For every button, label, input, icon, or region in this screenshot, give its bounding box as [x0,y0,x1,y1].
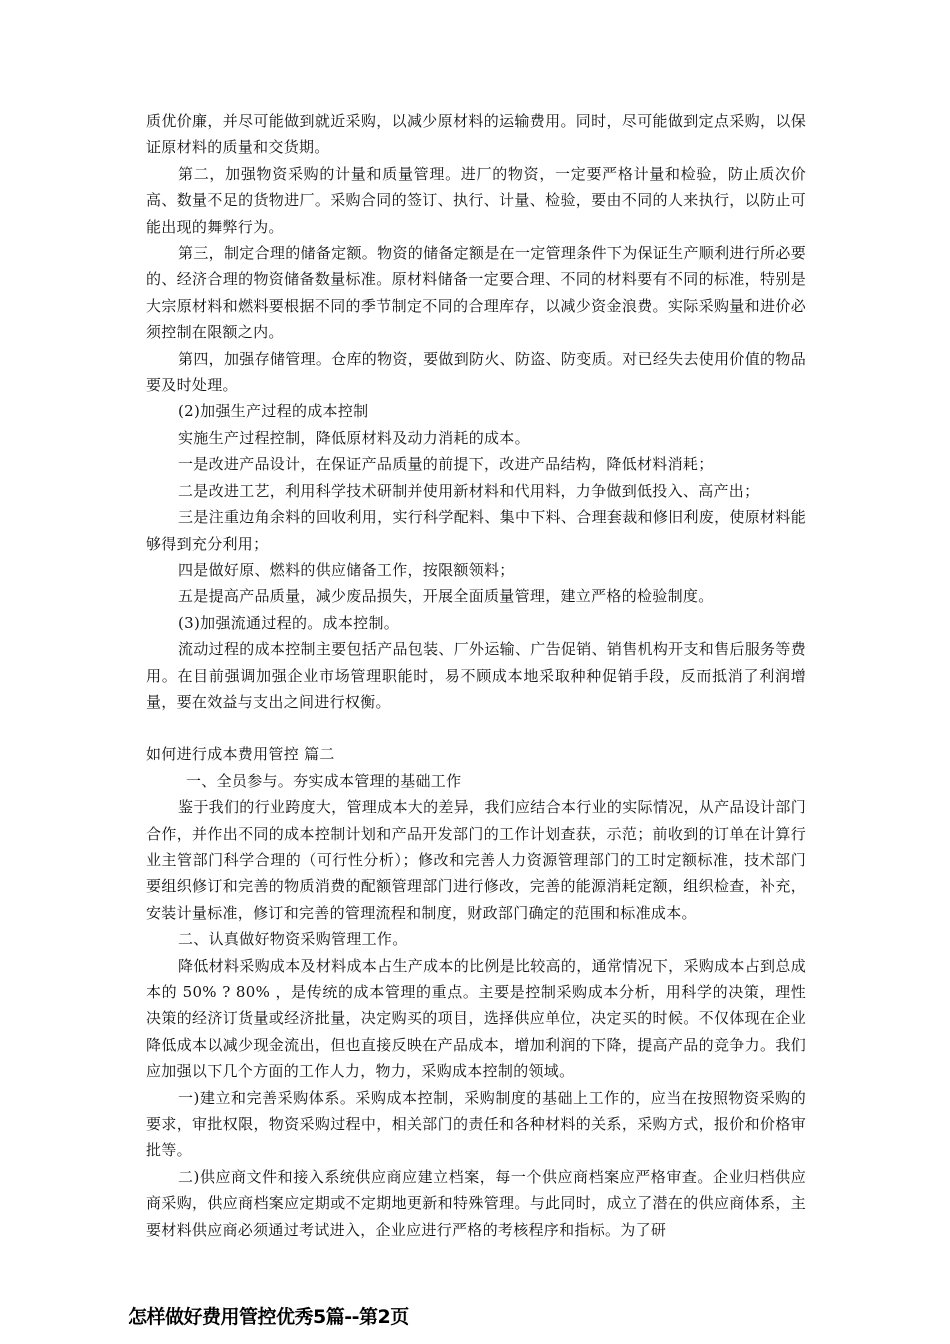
list-item: 五是提高产品质量，减少废品损失，开展全面质量管理，建立严格的检验制度。 [178,587,714,606]
paragraph: 一)建立和完善采购体系。采购成本控制，采购制度的基础上工作的，应当在按照物资采购的要求，审批权限，物资采购过程中，相关部门的责任和各种材料的关系，采购方式，报价和价格审批等。 [146,1088,806,1160]
section-heading: 一、全员参与。夯实成本管理的基础工作 [186,771,462,790]
document-body [146,108,806,1243]
paragraph: 实施生产过程控制，降低原材料及动力消耗的成本。 [178,428,530,447]
paragraph: 降低材料采购成本及材料成本占生产成本的比例是比较高的，通常情况下，采购成本占到总成本的 50% ? 80% ，是传统的成本管理的重点。主要是控制采购成本分析，用科学的决策，理性决策的经济订货量或经济批量，决定购买的项目，选择供应单位，决定买的时候。不仅体现在企业降低成本以减少现金流出，但也直接反映在产品成本，增加利润的下降，提高产品的竞争力。我们应加强以下几个方面的工作人力，物力，采购成本控制的领域。 [146,956,806,1081]
page-footer: 怎样做好费用管控优秀5篇--第2页 [128,1306,409,1328]
section-heading: (2)加强生产过程的成本控制 [178,402,369,421]
paragraph: 第四，加强存储管理。仓库的物资，要做到防火、防盗、防变质。对已经失去使用价值的物品要及时处理。 [146,349,806,395]
paragraph: 流动过程的成本控制主要包括产品包装、厂外运输、广告促销、销售机构开支和售后服务等费用。在目前强调加强企业市场管理职能时，易不顾成本地采取种种促销手段，反而抵消了利润增量，要在效益与支出之间进行权衡。 [146,640,806,711]
section-heading: 二、认真做好物资采购管理工作。 [178,930,408,949]
spacer [146,715,806,741]
list-item: 三是注重边角余料的回收利用，实行科学配料、集中下料、合理套裁和修旧利废，使原材料能够得到充分利用； [146,508,806,553]
paragraph: 鉴于我们的行业跨度大，管理成本大的差异，我们应结合本行业的实际情况，从产品设计部门合作，并作出不同的成本控制计划和产品开发部门的工作计划查获，示范；前收到的订单在计算行业主管部门科学合理的（可行性分析）；修改和完善人力资源管理部门的工时定额标准，技术部门要组织修订和完善的物质消费的配额管理部门进行修改，完善的能源消耗定额，组织检查，补充，安装计量标准，修订和完善的管理流程和制度，财政部门确定的范围和标准成本。 [146,798,806,922]
paragraph: 质优价廉，并尽可能做到就近采购，以减少原材料的运输费用。同时，尽可能做到定点采购，以保证原材料的质量和交货期。 [146,112,806,157]
paragraph: 第二，加强物资采购的计量和质量管理。进厂的物资，一定要严格计量和检验，防止质次价高、数量不足的货物进厂。采购合同的签订、执行、计量、检验，要由不同的人来执行，以防止可能出现的舞弊行为。 [146,164,806,236]
article-title: 如何进行成本费用管控 篇二 [146,745,335,764]
list-item: 一是改进产品设计，在保证产品质量的前提下，改进产品结构，降低材料消耗； [178,455,714,474]
paragraph: 第三，制定合理的储备定额。物资的储备定额是在一定管理条件下为保证生产顺利进行所必要的、经济合理的物资储备数量标准。原材料储备一定要合理、不同的材料要有不同的标准，特别是大宗原材料和燃料要根据不同的季节制定不同的合理库存，以减少资金浪费。实际采购量和进价必须控制在限额之内。 [146,244,806,342]
list-item: 四是做好原、燃料的供应储备工作，按限额领料； [178,560,515,579]
section-heading: (3)加强流通过程的。成本控制。 [178,613,400,632]
list-item: 二是改进工艺，利用科学技术研制并使用新材料和代用料，力争做到低投入、高产出； [178,481,760,500]
paragraph: 二)供应商文件和接入系统供应商应建立档案，每一个供应商档案应严格审查。企业归档供应商采购，供应商档案应定期或不定期地更新和特殊管理。与此同时，成立了潜在的供应商体系，主要材料供应商必须通过考试进入，企业应进行严格的考核程序和指标。为了研 [146,1167,806,1239]
